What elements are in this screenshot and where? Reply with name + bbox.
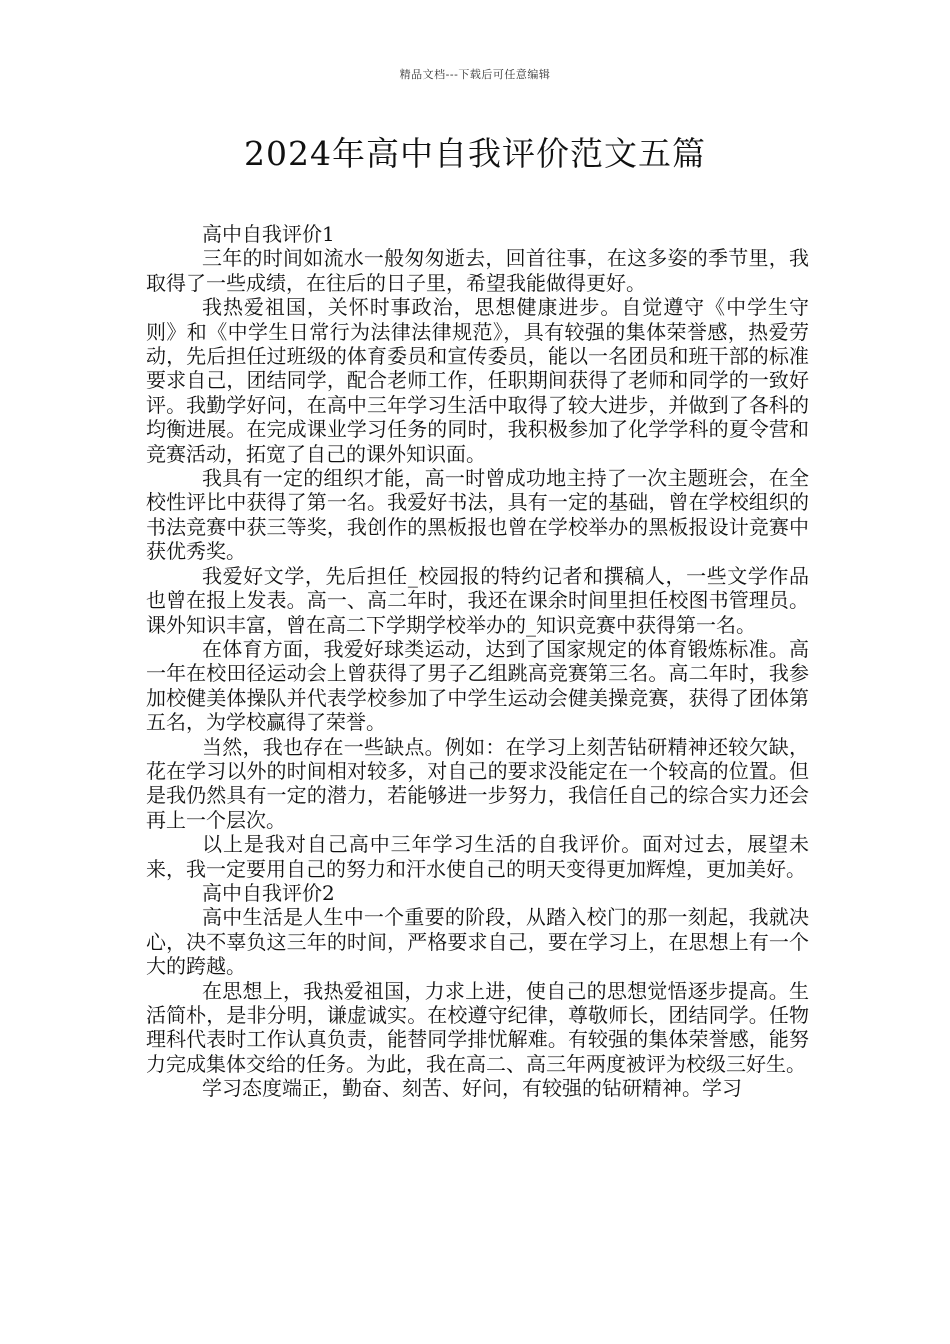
paragraph: 在体育方面，我爱好球类运动，达到了国家规定的体育锻炼标准。高一年在校田径运动会上曾获得了男子乙组跳高竞赛第三名。高二年时，我参加校健美体操队并代表学校参加了中学生运动会健美操竞赛，获得了团体第五名，为学校赢得了荣誉。 [146,636,809,735]
paragraph: 高中生活是人生中一个重要的阶段，从踏入校门的那一刻起，我就决心，决不辜负这三年的时间，严格要求自己，要在学习上，在思想上有一个大的跨越。 [146,905,809,979]
document-title: 2024年高中自我评价范文五篇 [244,134,706,173]
paragraph: 学习态度端正，勤奋、刻苦、好问，有较强的钻研精神。学习 [202,1076,742,1101]
section-heading-1: 高中自我评价1 [202,222,335,246]
section-heading-2: 高中自我评价2 [202,880,335,905]
paragraph: 我热爱祖国，关怀时事政治，思想健康进步。自觉遵守《中学生守则》和《中学生日常行为法律法律规范》，具有较强的集体荣誉感，热爱劳动，先后担任过班级的体育委员和宣传委员，能以一名团员和班干部的标准要求自己，团结同学，配合老师工作，任职期间获得了老师和同学的一致好评。我勤学好问，在高中三年学习生活中取得了较大进步，并做到了各科的均衡进展。在完成课业学习任务的同时，我积极参加了化学学科的夏令营和竞赛活动，拓宽了自己的课外知识面。 [146,295,809,466]
paragraph: 我爱好文学，先后担任_校园报的特约记者和撰稿人，一些文学作品也曾在报上发表。高一、高二年时，我还在课余时间里担任校图书管理员。课外知识丰富，曾在高二下学期学校举办的_知识竞赛中获得第一名。 [146,563,809,637]
document-body [146,222,809,1101]
paragraph: 三年的时间如流水一般匆匆逝去，回首往事，在这多姿的季节里，我取得了一些成绩，在往后的日子里，希望我能做得更好。 [146,246,809,295]
paragraph: 当然，我也存在一些缺点。例如：在学习上刻苦钻研精神还较欠缺，花在学习以外的时间相对较多，对自己的要求没能定在一个较高的位置。但是我仍然具有一定的潜力，若能够进一步努力，我信任自己的综合实力还会再上一个层次。 [146,734,809,832]
paragraph: 我具有一定的组织才能，高一时曾成功地主持了一次主题班会，在全校性评比中获得了第一名。我爱好书法，具有一定的基础，曾在学校组织的书法竞赛中获三等奖，我创作的黑板报也曾在学校举办的黑板报设计竞赛中获优秀奖。 [146,466,809,564]
paragraph: 以上是我对自己高中三年学习生活的自我评价。面对过去，展望未来，我一定要用自己的努力和汗水使自己的明天变得更加辉煌，更加美好。 [146,832,809,881]
page-watermark: 精品文档---下载后可任意编辑 [399,68,551,81]
paragraph: 在思想上，我热爱祖国，力求上进，使自己的思想觉悟逐步提高。生活简朴，是非分明，谦虚诚实。在校遵守纪律，尊敬师长，团结同学。任物理科代表时工作认真负责，能替同学排忧解难。有较强的集体荣誉感，能努力完成集体交给的任务。为此，我在高二、高三年两度被评为校级三好生。 [146,978,809,1076]
